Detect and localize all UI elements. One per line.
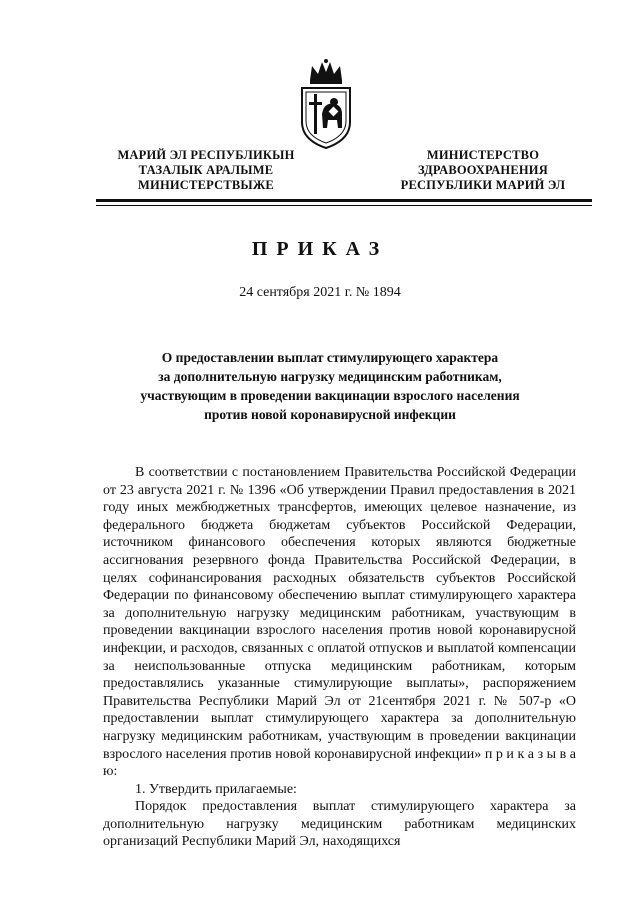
title-line: участвующим в проведении вакцинации взрослого населения bbox=[140, 388, 520, 403]
header-divider-thick bbox=[96, 199, 592, 202]
org-right-line: МИНИСТЕРСТВО bbox=[426, 148, 540, 162]
title-line: за дополнительную нагрузку медицинским работникам, bbox=[158, 369, 502, 384]
body-paragraph: В соответствии с постановлением Правительства Российской Федерации от 23 августа 2021 г. № 1396 «Об утверждении Правил предоставления в 2021 году иных межбюджетных трансфертов, имеющих целевое назначение, из федерального бюджета бюджетам субъектов Российской Федерации, источником финансового обеспечения которых являются бюджетные ассигнования резервного фонда Правительства Российской Федерации, в целях софинансирования расходных обязательств субъектов Российской Федерации по финансовому обеспечению выплат стимулирующего характера за дополнительную нагрузку медицинским работникам, участвующим в проведении вакцинации взрослого населения против новой коронавирусной инфекции, и расходов, связанных с оплатой отпусков и выплатой компенсации за неиспользованные отпуска медицинским работникам, которым предоставлялись указанные стимулирующие выплаты», распоряжением Правительства Республики Марий Эл от 21сентября 2021 г. № 507-р «О предоставлении выплат стимулирующего характера за дополнительную нагрузку медицинским работникам, участвующим в проведении вакцинации взрослого населения против новой коронавирусной инфекции» п р и к а з ы в а ю: bbox=[103, 465, 576, 780]
body-paragraph: Порядок предоставления выплат стимулирующего характера за дополнительную нагрузку медицинским работникам медицинских организаций Республики Марий Эл, находящихся bbox=[103, 799, 576, 850]
title-line: О предоставлении выплат стимулирующего характера bbox=[161, 350, 499, 365]
org-name-mari bbox=[96, 148, 316, 193]
org-left-line: МИНИСТЕРСТВЫЖЕ bbox=[138, 178, 274, 192]
header-divider-thin bbox=[96, 205, 592, 206]
org-right-line: ЗДРАВООХРАНЕНИЯ bbox=[418, 163, 548, 177]
document-body bbox=[103, 464, 576, 851]
document-type: ПРИКАЗ bbox=[251, 238, 389, 260]
document-title bbox=[120, 348, 540, 424]
coat-of-arms-icon bbox=[296, 58, 356, 150]
org-left-line: МАРИЙ ЭЛ РЕСПУБЛИКЫН bbox=[117, 148, 295, 162]
document-date-number: 24 сентября 2021 г. № 1894 bbox=[239, 285, 401, 300]
org-name-russian bbox=[368, 148, 598, 193]
title-line: против новой коронавирусной инфекции bbox=[204, 407, 456, 422]
org-left-line: ТАЗАЛЫК АРАЛЫМЕ bbox=[138, 163, 274, 177]
org-right-line: РЕСПУБЛИКИ МАРИЙ ЭЛ bbox=[400, 178, 566, 192]
body-list-item: 1. Утвердить прилагаемые: bbox=[135, 781, 297, 797]
